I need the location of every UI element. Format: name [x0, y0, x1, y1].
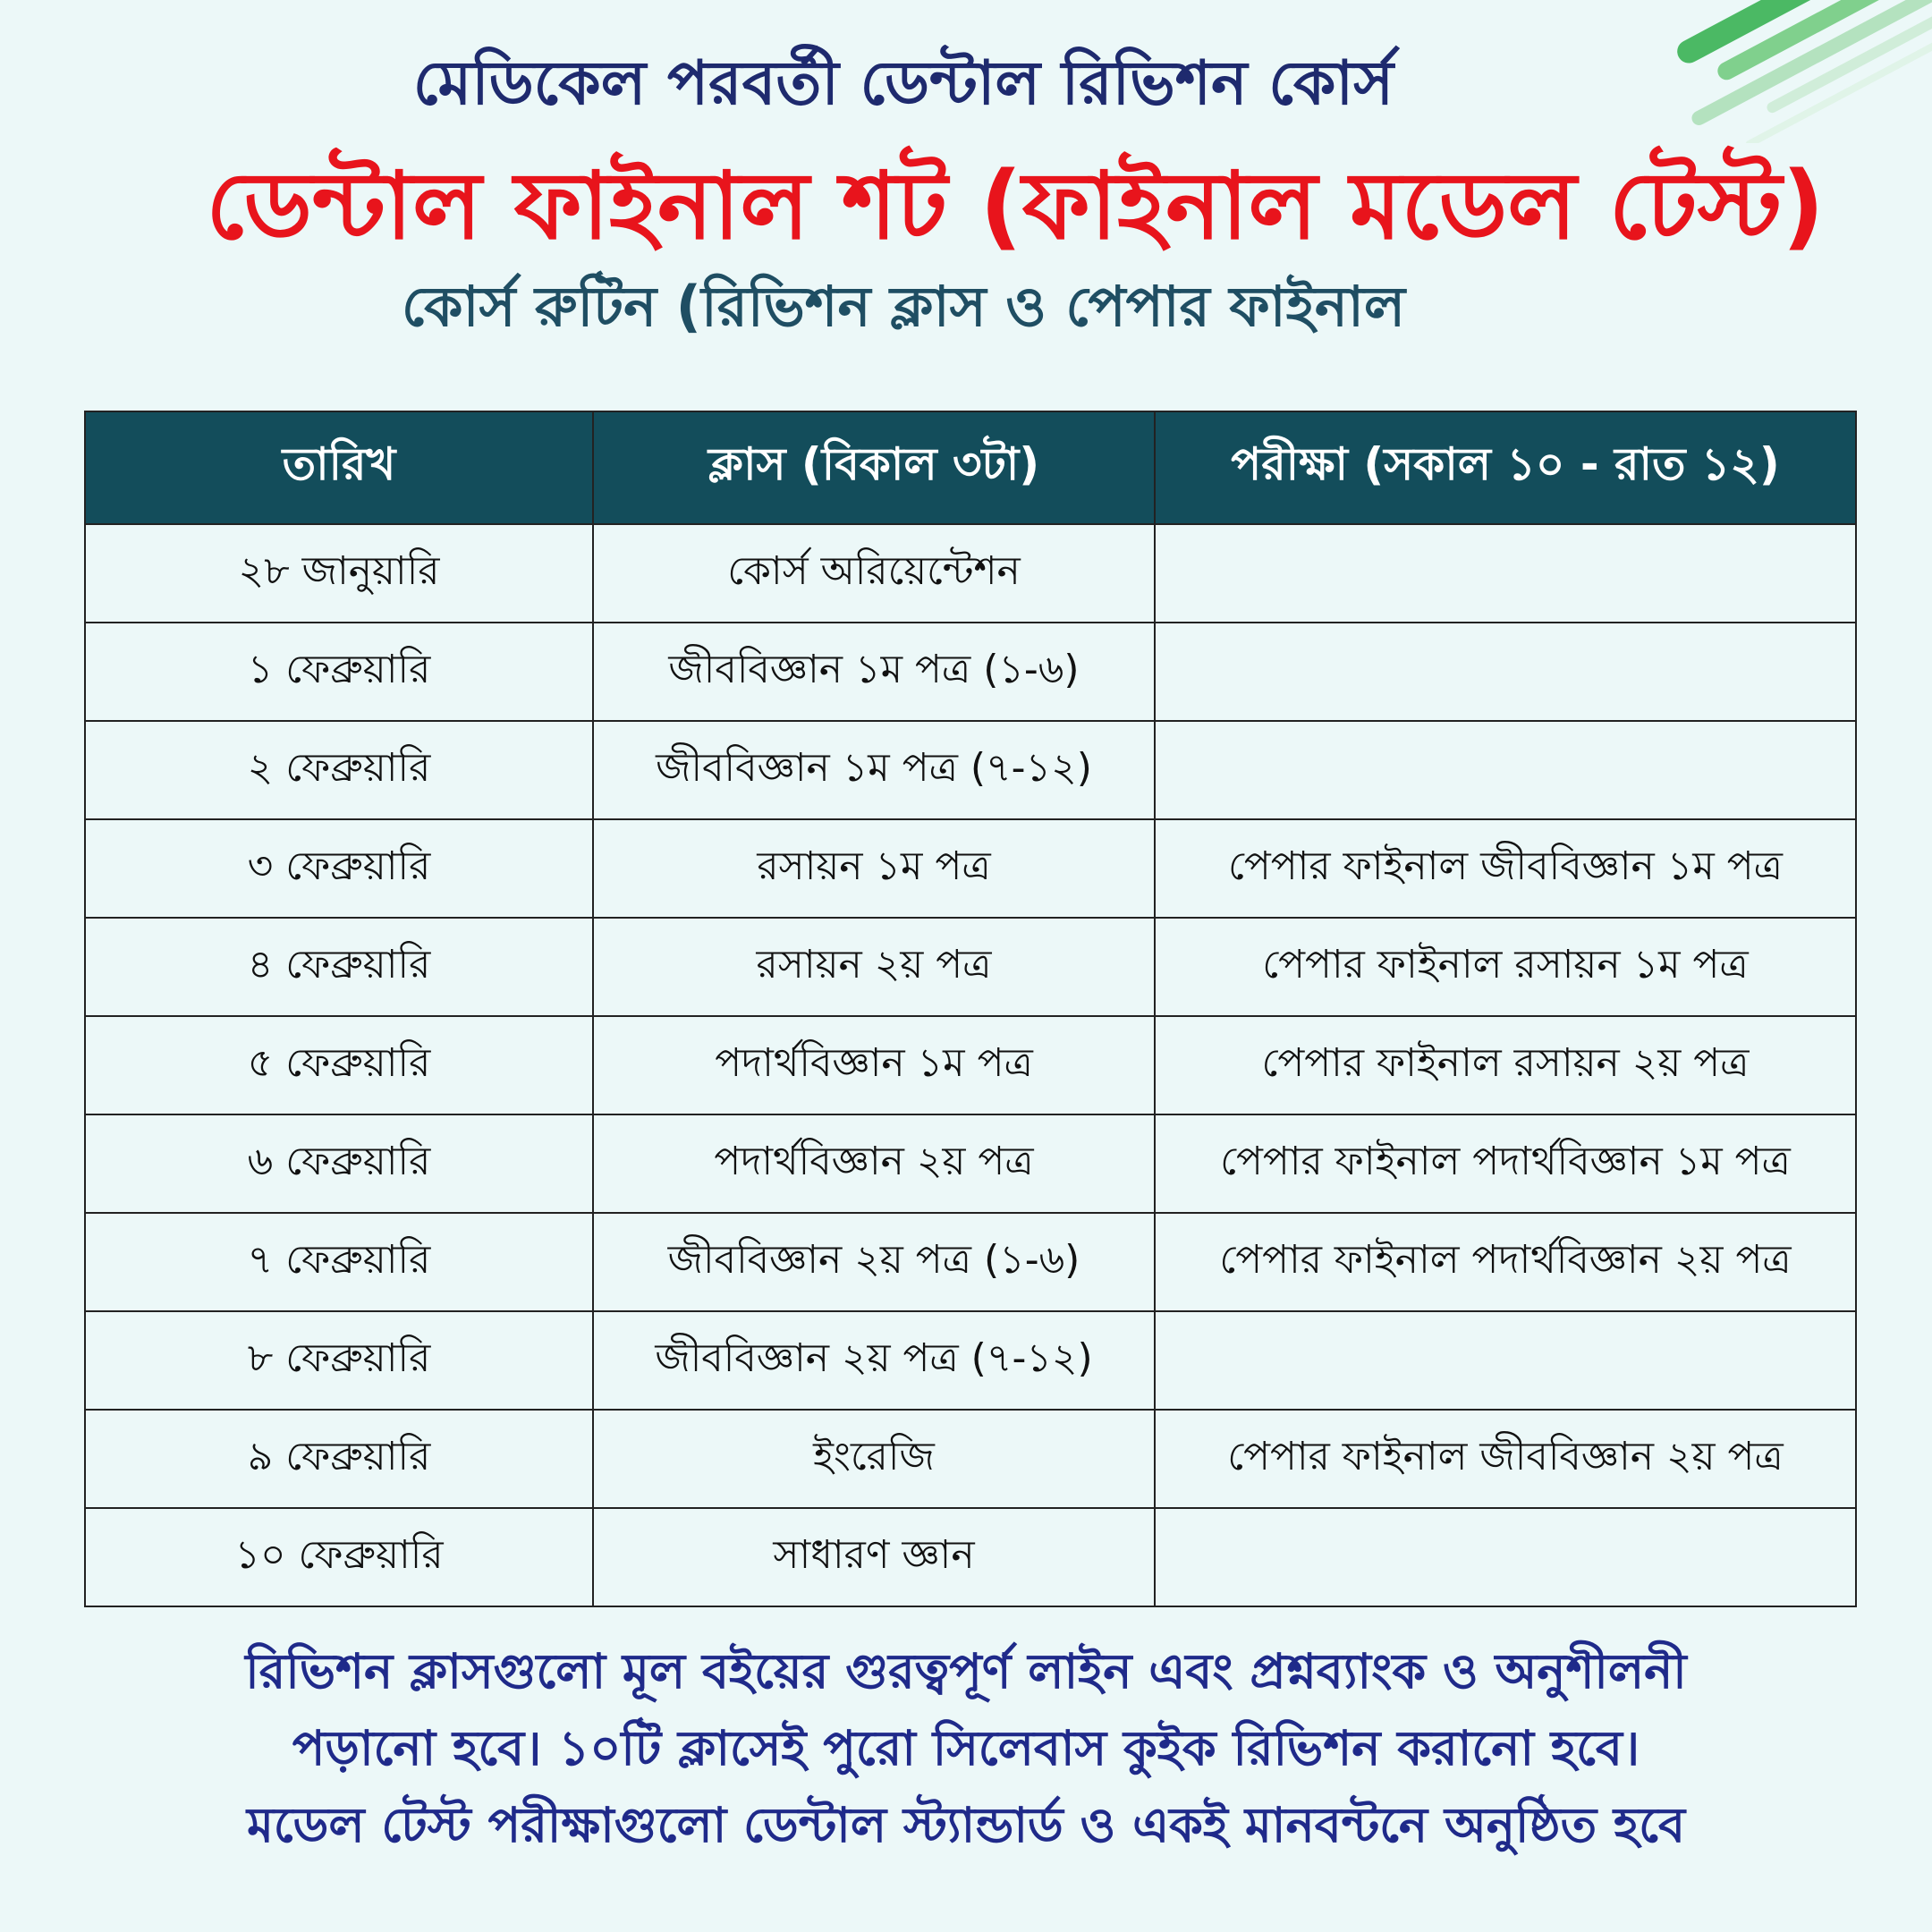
exam-cell: পেপার ফাইনাল পদার্থবিজ্ঞান ১ম পত্র — [1155, 1114, 1856, 1213]
class-cell: জীববিজ্ঞান ২য় পত্র (৭-১২) — [593, 1311, 1155, 1410]
table-row — [85, 524, 1856, 623]
table-row — [85, 1016, 1856, 1114]
header-class: ক্লাস (বিকাল ৩টা) — [593, 411, 1155, 524]
footer-line: পড়ানো হবে। ১০টি ক্লাসেই পুরো সিলেবাস কুইক রিভিশন করানো হবে। — [292, 1720, 1640, 1776]
exam-cell — [1155, 1311, 1856, 1410]
table-header-row — [85, 411, 1856, 524]
exam-cell — [1155, 524, 1856, 623]
date-cell: ৫ ফেব্রুয়ারি — [85, 1016, 593, 1114]
date-cell: ৮ ফেব্রুয়ারি — [85, 1311, 593, 1410]
main-title: ডেন্টাল ফাইনাল শট (ফাইনাল মডেল টেস্ট) — [206, 151, 1825, 260]
exam-cell — [1155, 721, 1856, 819]
class-cell: কোর্স অরিয়েন্টেশন — [593, 524, 1155, 623]
table-row — [85, 819, 1856, 918]
routine-subtitle: কোর্স রুটিন (রিভিশন ক্লাস ও পেপার ফাইনাল — [401, 274, 1406, 339]
table-row — [85, 1213, 1856, 1311]
table-row — [85, 918, 1856, 1016]
date-cell: ২ ফেব্রুয়ারি — [85, 721, 593, 819]
exam-cell — [1155, 623, 1856, 721]
table-row — [85, 1508, 1856, 1606]
class-cell: ইংরেজি — [593, 1410, 1155, 1508]
footer-line: মডেল টেস্ট পরীক্ষাগুলো ডেন্টাল স্ট্যান্ডার্ড ও একই মানবন্টনে অনুষ্ঠিত হবে — [246, 1797, 1686, 1853]
course-title: মেডিকেল পরবর্তী ডেন্টাল রিভিশন কোর্স — [412, 48, 1394, 119]
exam-cell: পেপার ফাইনাল রসায়ন ২য় পত্র — [1155, 1016, 1856, 1114]
footer-note — [0, 1633, 1932, 1864]
class-cell: জীববিজ্ঞান ১ম পত্র (৭-১২) — [593, 721, 1155, 819]
class-cell: জীববিজ্ঞান ১ম পত্র (১-৬) — [593, 623, 1155, 721]
routine-table — [84, 411, 1857, 1607]
table-row — [85, 623, 1856, 721]
date-cell: ২৮ জানুয়ারি — [85, 524, 593, 623]
class-cell: রসায়ন ১ম পত্র — [593, 819, 1155, 918]
date-cell: ৩ ফেব্রুয়ারি — [85, 819, 593, 918]
table-row — [85, 721, 1856, 819]
table-row — [85, 1114, 1856, 1213]
table-row — [85, 1410, 1856, 1508]
class-cell: রসায়ন ২য় পত্র — [593, 918, 1155, 1016]
date-cell: ১০ ফেব্রুয়ারি — [85, 1508, 593, 1606]
exam-cell — [1155, 1508, 1856, 1606]
class-cell: পদার্থবিজ্ঞান ২য় পত্র — [593, 1114, 1155, 1213]
class-cell: পদার্থবিজ্ঞান ১ম পত্র — [593, 1016, 1155, 1114]
date-cell: ৭ ফেব্রুয়ারি — [85, 1213, 593, 1311]
exam-cell: পেপার ফাইনাল জীববিজ্ঞান ১ম পত্র — [1155, 819, 1856, 918]
date-cell: ৬ ফেব্রুয়ারি — [85, 1114, 593, 1213]
footer-line: রিভিশন ক্লাসগুলো মূল বইয়ের গুরত্বপূর্ণ লাইন এবং প্রশ্নব্যাংক ও অনুশীলনী — [245, 1643, 1687, 1699]
class-cell: জীববিজ্ঞান ২য় পত্র (১-৬) — [593, 1213, 1155, 1311]
exam-cell: পেপার ফাইনাল পদার্থবিজ্ঞান ২য় পত্র — [1155, 1213, 1856, 1311]
header-date: তারিখ — [85, 411, 593, 524]
exam-cell: পেপার ফাইনাল জীববিজ্ঞান ২য় পত্র — [1155, 1410, 1856, 1508]
table-row — [85, 1311, 1856, 1410]
class-cell: সাধারণ জ্ঞান — [593, 1508, 1155, 1606]
exam-cell: পেপার ফাইনাল রসায়ন ১ম পত্র — [1155, 918, 1856, 1016]
date-cell: ৯ ফেব্রুয়ারি — [85, 1410, 593, 1508]
header-exam: পরীক্ষা (সকাল ১০ - রাত ১২) — [1155, 411, 1856, 524]
date-cell: ৪ ফেব্রুয়ারি — [85, 918, 593, 1016]
date-cell: ১ ফেব্রুয়ারি — [85, 623, 593, 721]
